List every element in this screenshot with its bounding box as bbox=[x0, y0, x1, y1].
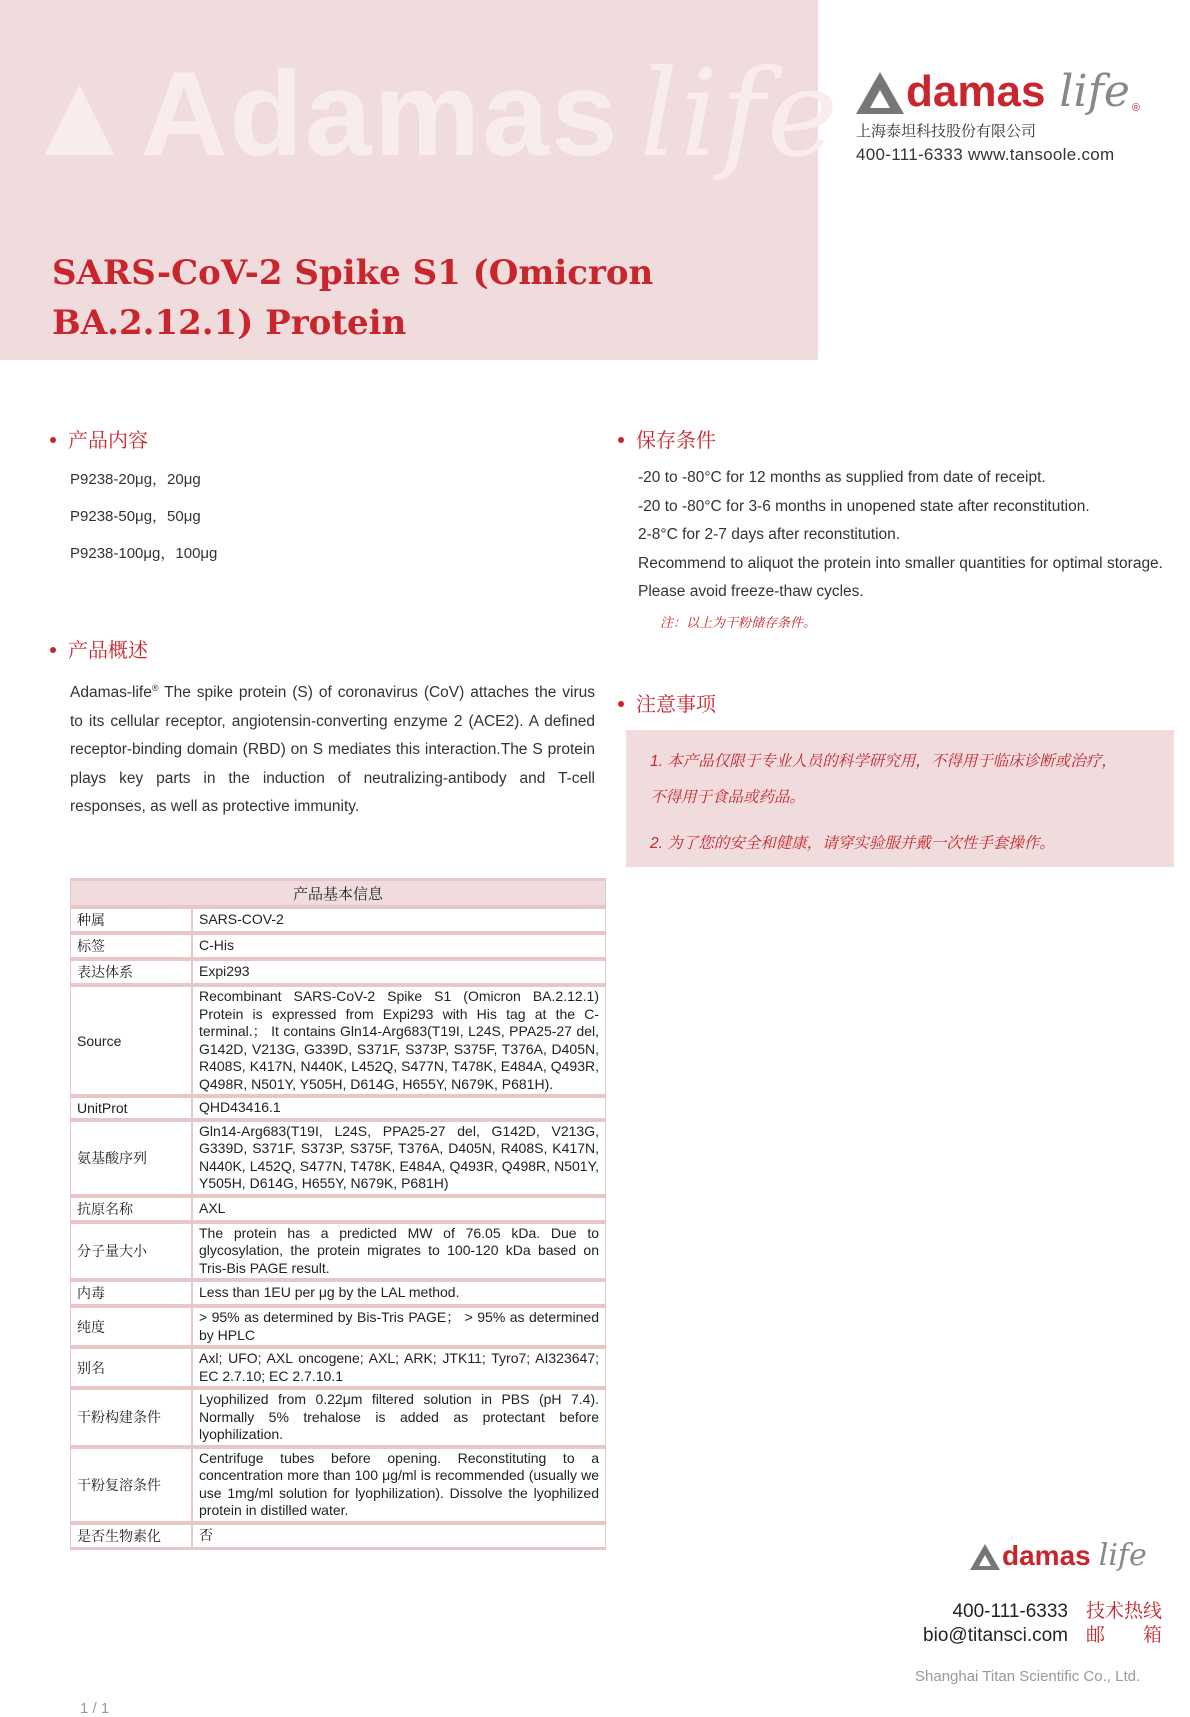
bullet-icon bbox=[618, 701, 624, 707]
caution-item: 不得用于食品或药品。 bbox=[650, 789, 806, 806]
page-title: SARS-CoV-2 Spike S1 (Omicron BA.2.12.1) Protein bbox=[52, 253, 654, 343]
table-row: 表达体系 Expi293 bbox=[70, 960, 606, 984]
product-contents bbox=[70, 468, 217, 579]
footer-logo: damas life bbox=[970, 1542, 1147, 1570]
table-title: 产品基本信息 bbox=[70, 880, 606, 906]
logo-triangle-icon bbox=[970, 1544, 1000, 1570]
storage-conditions bbox=[638, 464, 1163, 607]
section-overview-title: 产品概述 bbox=[50, 634, 148, 663]
company-name: 上海泰坦科技股份有限公司 bbox=[856, 123, 1037, 140]
table-row: 别名 Axl; UFO; AXL oncogene; AXL; ARK; JTK11; Tyro7; AI323647; EC 2.7.10; EC 2.7.10.1 bbox=[70, 1348, 606, 1387]
storage-line: -20 to -80°C for 3-6 months in unopened state after reconstitution. bbox=[638, 497, 1090, 515]
product-overview: Adamas-life® The spike protein (S) of coronavirus (CoV) attaches the virus to its cellular receptor, angiotensin-converting enzyme 2 (ACE2). A defined receptor-binding domain (RBD) on S mediates this interaction.The S protein plays key parts in the induction of neutralizing-antibody and T-cell responses, as well as protective immunity. bbox=[70, 683, 595, 816]
table-row: 抗原名称 AXL bbox=[70, 1197, 606, 1221]
table-row: UnitProt QHD43416.1 bbox=[70, 1097, 606, 1119]
section-contents-title: 产品内容 bbox=[50, 424, 148, 453]
content-item: P9238-100μg，100μg bbox=[70, 545, 218, 562]
caution-box bbox=[626, 730, 1174, 867]
storage-line: Recommend to aliquot the protein into smaller quantities for optimal storage. Please avoid freeze-thaw cycles. bbox=[638, 554, 1163, 600]
footer-email[interactable]: bio@titansci.com bbox=[923, 1625, 1068, 1646]
caution-item: 2. 为了您的安全和健康，请穿实验服并戴一次性手套操作。 bbox=[650, 835, 1055, 852]
table-row: 干粉复溶条件 Centrifuge tubes before opening. Reconstituting to a concentration more than 100 μg/ml is recommended (usually we use 1mg/ml solution for lyophilization). Dissolve the lyophilized protein in distilled water. bbox=[70, 1448, 606, 1522]
logo-life: life bbox=[1059, 66, 1130, 117]
storage-line: 2-8°C for 2-7 days after reconstitution. bbox=[638, 526, 901, 543]
table-row: 标签 C-His bbox=[70, 934, 606, 958]
caution-item: 1. 本产品仅限于专业人员的科学研究用，不得用于临床诊断或治疗， bbox=[650, 753, 1117, 770]
footer-email-label: 邮箱 bbox=[1086, 1625, 1162, 1646]
table-row: 分子量大小 The protein has a predicted MW of 76.05 kDa. Due to glycosylation, the protein migrates to 100-120 kDa based on Tris-Bis PAGE result. bbox=[70, 1223, 606, 1280]
bullet-icon bbox=[50, 647, 56, 653]
content-item: P9238-20μg，20μg bbox=[70, 471, 201, 488]
storage-note: 注：以上为干粉储存条件。 bbox=[660, 615, 817, 630]
footer-company: Shanghai Titan Scientific Co., Ltd. bbox=[915, 1668, 1141, 1685]
page-number: 1 / 1 bbox=[80, 1700, 110, 1717]
footer-phone: 400-111-6333 bbox=[952, 1601, 1068, 1622]
bullet-icon bbox=[50, 437, 56, 443]
watermark-logo: ▲Adamas life bbox=[20, 45, 840, 184]
table-row: 是否生物素化 否 bbox=[70, 1524, 606, 1548]
section-caution-title: 注意事项 bbox=[618, 688, 716, 717]
table-row: 种属 SARS-COV-2 bbox=[70, 908, 606, 932]
content-item: P9238-50μg，50μg bbox=[70, 508, 201, 525]
section-storage-title: 保存条件 bbox=[618, 424, 716, 453]
logo-brand: damas bbox=[906, 67, 1046, 116]
logo-triangle-icon bbox=[856, 72, 904, 114]
table-row: Source Recombinant SARS-CoV-2 Spike S1 (Omicron BA.2.12.1) Protein is expressed from Expi293 with His tag at the C-terminal.； It contains Gln14-Arg683(T19I, L24S, PPA25-27 del, G142D, V213G, G339D, S371F, S373P, S375F, T376A, D405N, R408S, K417N, N440K, L452Q, S477N, T478K, E484A, Q493R, Q498R, N501Y, Y505H, D614G, H655Y, N679K, P681H). bbox=[70, 986, 606, 1095]
table-row: 干粉构建条件 Lyophilized from 0.22μm filtered solution in PBS (pH 7.4). Normally 5% trehalose is added as protectant before lyophilization. bbox=[70, 1389, 606, 1446]
table-row: 氨基酸序列 Gln14-Arg683(T19I, L24S, PPA25-27 del, G142D, V213G, G339D, S371F, S373P, S375F, T376A, D405N, R408S, K417N, N440K, L452Q, S477N, T478K, E484A, Q493R, Q498R, N501Y, Y505H, D614G, H655Y, N679K, P681H) bbox=[70, 1121, 606, 1195]
storage-line: -20 to -80°C for 12 months as supplied from date of receipt. bbox=[638, 469, 1046, 486]
logo-reg: ® bbox=[1131, 102, 1140, 114]
footer-contact bbox=[900, 1600, 1162, 1648]
table-row: 纯度 > 95% as determined by Bis-Tris PAGE； > 95% as determined by HPLC bbox=[70, 1307, 606, 1346]
company-contact: 400-111-6333 www.tansoole.com bbox=[856, 145, 1115, 164]
table-row: 内毒 Less than 1EU per μg by the LAL method. bbox=[70, 1281, 606, 1305]
product-info-table bbox=[70, 878, 606, 1550]
footer-phone-label: 技术热线 bbox=[1086, 1601, 1163, 1622]
header-logo bbox=[856, 66, 1176, 165]
bullet-icon bbox=[618, 437, 624, 443]
